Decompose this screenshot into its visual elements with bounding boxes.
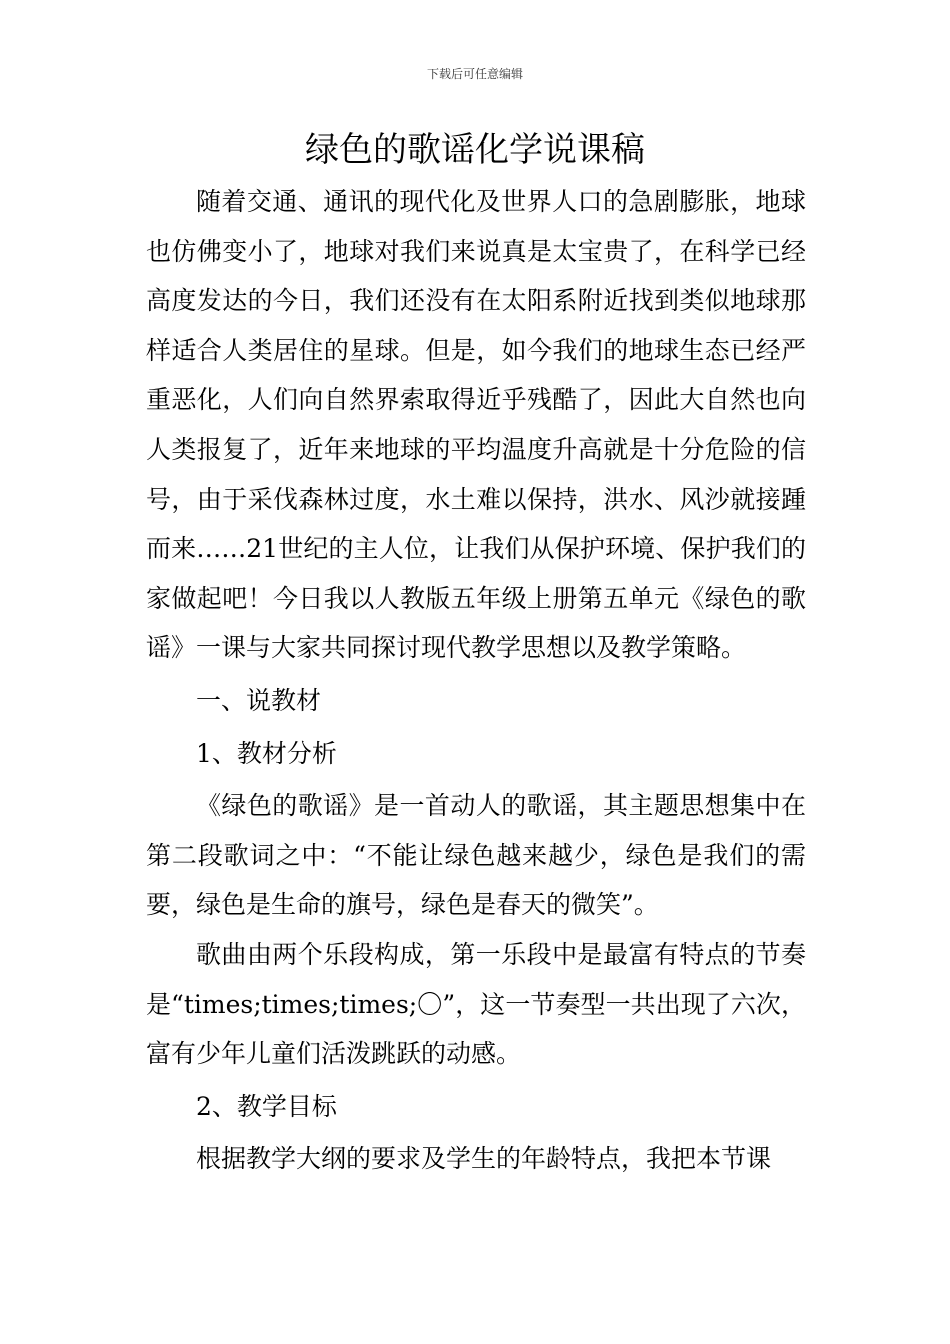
page-header-note: 下载后可任意编辑 bbox=[426, 67, 523, 81]
subsection-heading-material-analysis: 1、教材分析 bbox=[196, 738, 337, 768]
document-title: 绿色的歌谣化学说课稿 bbox=[305, 130, 645, 170]
section-heading-teaching-material: 一、说教材 bbox=[196, 685, 322, 715]
song-theme-paragraph: 《绿色的歌谣》是一首动人的歌谣，其主题思想集中在第二段歌词之中：“不能让绿色越来越少，绿色是我们的需要，绿色是生命的旗号，绿色是春天的微笑”。 bbox=[146, 791, 806, 920]
song-structure-paragraph: 歌曲由两个乐段构成，第一乐段中是最富有特点的节奏是“times;times;times;〇”，这一节奏型一共出现了六次，富有少年儿童们活泼跳跃的动感。 bbox=[146, 939, 806, 1069]
intro-paragraph: 随着交通、通讯的现代化及世界人口的急剧膨胀，地球也仿佛变小了，地球对我们来说真是太宝贵了，在科学已经高度发达的今日，我们还没有在太阳系附近找到类似地球那样适合人类居住的星球。但是，如今我们的地球生态已经严重恶化，人们向自然界索取得近乎残酷了，因此大自然也向人类报复了，近年来地球的平均温度升高就是十分危险的信号，由于采伐森林过度，水土难以保持，洪水、风沙就接踵而来……21世纪的主人位，让我们从保护环境、保护我们的家做起吧！今日我以人教版五年级上册第五单元《绿色的歌谣》一课与大家共同探讨现代教学思想以及教学策略。 bbox=[146, 187, 806, 663]
teaching-goals-paragraph: 根据教学大纲的要求及学生的年龄特点，我把本节课 bbox=[196, 1144, 772, 1174]
subsection-heading-teaching-goals: 2、教学目标 bbox=[196, 1091, 337, 1121]
document-body bbox=[146, 177, 806, 1184]
